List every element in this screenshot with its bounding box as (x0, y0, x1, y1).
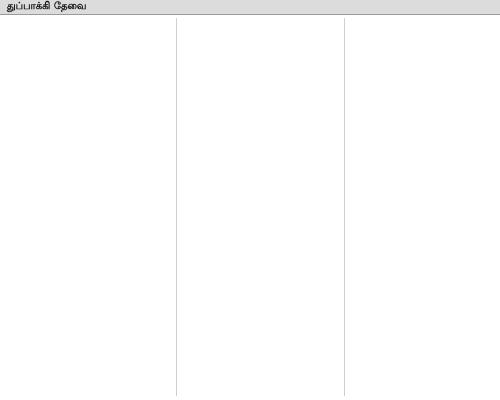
article-body (0, 18, 500, 398)
article-title: துப்பாக்கி தேவை (7, 1, 87, 12)
title-bar (0, 0, 500, 15)
column-3 (352, 18, 494, 398)
column-1 (6, 18, 156, 398)
column-2 (186, 18, 334, 398)
